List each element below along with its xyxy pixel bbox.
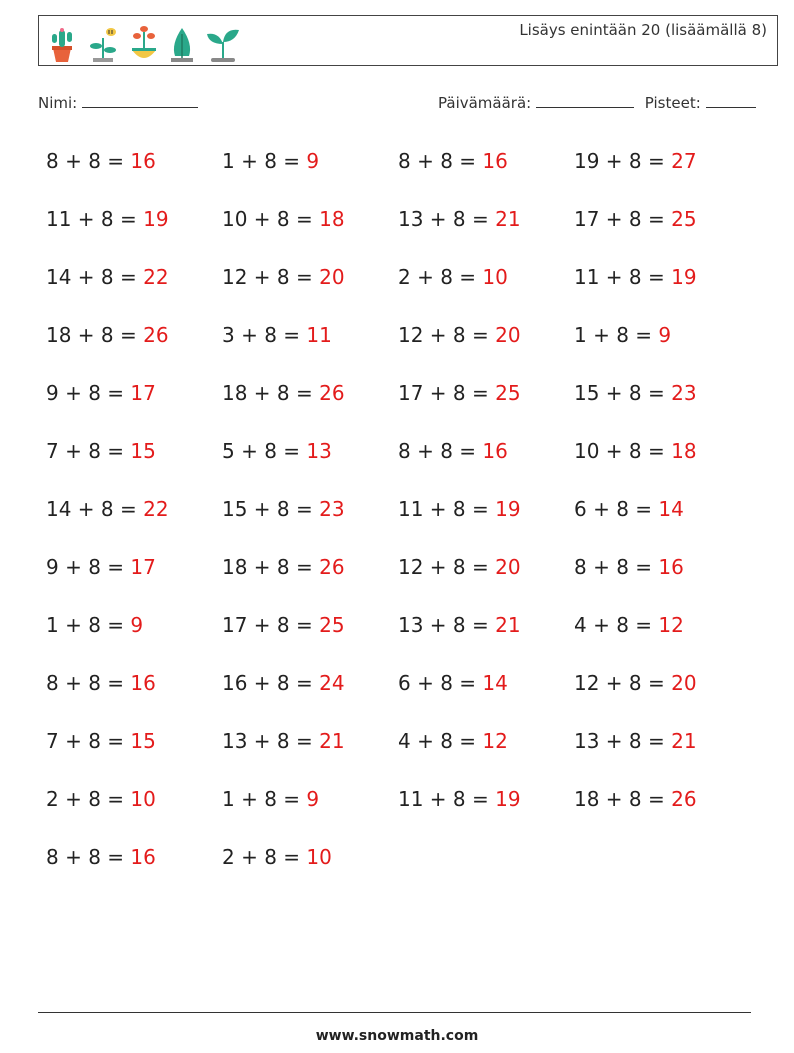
problem-item bbox=[222, 200, 398, 258]
problem-item bbox=[222, 548, 398, 606]
problem-answer: 25 bbox=[495, 381, 521, 405]
problem-question: 5 + 8 = bbox=[222, 439, 307, 463]
problem-question: 2 + 8 = bbox=[398, 265, 483, 289]
problem-question: 11 + 8 = bbox=[398, 497, 496, 521]
flower-bee-icon bbox=[85, 24, 121, 64]
problem-question: 8 + 8 = bbox=[46, 149, 131, 173]
problem-question: 15 + 8 = bbox=[222, 497, 320, 521]
problem-answer: 9 bbox=[306, 787, 320, 811]
problem-question: 8 + 8 = bbox=[398, 439, 483, 463]
name-label: Nimi: bbox=[38, 94, 78, 112]
problem-item bbox=[574, 374, 750, 432]
problem-answer: 23 bbox=[319, 497, 345, 521]
problem-answer: 16 bbox=[482, 149, 508, 173]
problem-question: 16 + 8 = bbox=[222, 671, 320, 695]
problem-answer: 16 bbox=[130, 149, 156, 173]
problem-answer: 19 bbox=[671, 265, 697, 289]
problem-answer: 21 bbox=[495, 613, 521, 637]
footer-url: www.snowmath.com bbox=[315, 1028, 479, 1044]
worksheet-title: Lisäys enintään 20 (lisäämällä 8) bbox=[519, 21, 767, 39]
problem-question: 13 + 8 = bbox=[398, 207, 496, 231]
problem-question: 1 + 8 = bbox=[222, 149, 307, 173]
problem-question: 1 + 8 = bbox=[574, 323, 659, 347]
problem-answer: 12 bbox=[658, 613, 684, 637]
sprout-icon bbox=[203, 24, 243, 64]
problem-answer: 26 bbox=[319, 381, 345, 405]
problem-question: 1 + 8 = bbox=[222, 787, 307, 811]
cactus-pot-icon bbox=[45, 24, 79, 64]
problem-item bbox=[398, 722, 574, 780]
problem-answer: 22 bbox=[143, 497, 169, 521]
problem-answer: 9 bbox=[658, 323, 672, 347]
problem-answer: 16 bbox=[482, 439, 508, 463]
problem-item bbox=[46, 200, 222, 258]
problem-answer: 21 bbox=[319, 729, 345, 753]
problem-answer: 17 bbox=[130, 381, 156, 405]
header-icons bbox=[45, 20, 243, 64]
problem-item bbox=[398, 780, 574, 838]
problem-question: 9 + 8 = bbox=[46, 555, 131, 579]
footer-divider bbox=[38, 1012, 751, 1013]
problem-answer: 25 bbox=[319, 613, 345, 637]
name-field bbox=[38, 93, 198, 112]
problem-answer: 17 bbox=[130, 555, 156, 579]
problem-item bbox=[222, 722, 398, 780]
problem-answer: 13 bbox=[306, 439, 332, 463]
problem-item bbox=[46, 780, 222, 838]
date-field bbox=[438, 93, 756, 112]
problem-answer: 19 bbox=[495, 787, 521, 811]
problem-item bbox=[46, 432, 222, 490]
problem-answer: 24 bbox=[319, 671, 345, 695]
problem-answer: 10 bbox=[306, 845, 332, 869]
problem-question: 17 + 8 = bbox=[398, 381, 496, 405]
problem-answer: 18 bbox=[319, 207, 345, 231]
problem-item bbox=[398, 606, 574, 664]
problem-answer: 27 bbox=[671, 149, 697, 173]
problem-answer: 16 bbox=[130, 671, 156, 695]
problem-item bbox=[398, 432, 574, 490]
problem-item bbox=[574, 780, 750, 838]
problem-answer: 21 bbox=[495, 207, 521, 231]
problem-item bbox=[222, 780, 398, 838]
date-line bbox=[536, 93, 634, 108]
problem-answer: 14 bbox=[482, 671, 508, 695]
problem-item bbox=[46, 722, 222, 780]
problem-question: 17 + 8 = bbox=[222, 613, 320, 637]
problem-answer: 23 bbox=[671, 381, 697, 405]
problem-item bbox=[46, 548, 222, 606]
problem-answer: 26 bbox=[671, 787, 697, 811]
problem-item bbox=[222, 374, 398, 432]
problem-item bbox=[398, 490, 574, 548]
problem-answer: 14 bbox=[658, 497, 684, 521]
problem-item bbox=[398, 200, 574, 258]
problem-answer: 22 bbox=[143, 265, 169, 289]
problem-question: 6 + 8 = bbox=[574, 497, 659, 521]
problem-item bbox=[574, 258, 750, 316]
problem-item bbox=[222, 258, 398, 316]
problem-item bbox=[222, 490, 398, 548]
problem-answer: 10 bbox=[130, 787, 156, 811]
problem-question: 2 + 8 = bbox=[46, 787, 131, 811]
problem-question: 1 + 8 = bbox=[46, 613, 131, 637]
problem-item bbox=[46, 374, 222, 432]
problem-answer: 12 bbox=[482, 729, 508, 753]
problem-item bbox=[398, 374, 574, 432]
problem-question: 4 + 8 = bbox=[398, 729, 483, 753]
problem-question: 14 + 8 = bbox=[46, 497, 144, 521]
problem-question: 11 + 8 = bbox=[574, 265, 672, 289]
problem-question: 9 + 8 = bbox=[46, 381, 131, 405]
problem-answer: 26 bbox=[319, 555, 345, 579]
problem-question: 11 + 8 = bbox=[398, 787, 496, 811]
problem-item bbox=[222, 606, 398, 664]
problem-question: 13 + 8 = bbox=[398, 613, 496, 637]
problem-question: 18 + 8 = bbox=[222, 381, 320, 405]
problem-question: 14 + 8 = bbox=[46, 265, 144, 289]
hanging-plant-icon bbox=[127, 24, 161, 64]
problem-question: 11 + 8 = bbox=[46, 207, 144, 231]
problem-grid bbox=[46, 142, 766, 896]
problem-answer: 25 bbox=[671, 207, 697, 231]
problem-question: 8 + 8 = bbox=[46, 671, 131, 695]
problem-item bbox=[398, 142, 574, 200]
problem-item bbox=[46, 490, 222, 548]
problem-question: 18 + 8 = bbox=[46, 323, 144, 347]
problem-question: 7 + 8 = bbox=[46, 439, 131, 463]
tree-icon bbox=[167, 24, 197, 64]
problem-question: 19 + 8 = bbox=[574, 149, 672, 173]
problem-question: 10 + 8 = bbox=[574, 439, 672, 463]
date-label: Päivämäärä: bbox=[438, 94, 532, 112]
problem-item bbox=[222, 432, 398, 490]
problem-answer: 9 bbox=[306, 149, 320, 173]
problem-question: 7 + 8 = bbox=[46, 729, 131, 753]
problem-question: 8 + 8 = bbox=[398, 149, 483, 173]
problem-answer: 15 bbox=[130, 439, 156, 463]
problem-answer: 15 bbox=[130, 729, 156, 753]
score-label: Pisteet: bbox=[644, 94, 701, 112]
problem-answer: 10 bbox=[482, 265, 508, 289]
problem-item bbox=[574, 200, 750, 258]
problem-item bbox=[574, 316, 750, 374]
problem-answer: 9 bbox=[130, 613, 144, 637]
problem-answer: 19 bbox=[143, 207, 169, 231]
problem-answer: 20 bbox=[495, 323, 521, 347]
header-box bbox=[38, 15, 778, 66]
problem-item bbox=[222, 664, 398, 722]
problem-answer: 11 bbox=[306, 323, 332, 347]
problem-item bbox=[574, 490, 750, 548]
problem-question: 12 + 8 = bbox=[398, 555, 496, 579]
problem-item bbox=[46, 606, 222, 664]
problem-item bbox=[222, 142, 398, 200]
problem-question: 18 + 8 = bbox=[574, 787, 672, 811]
problem-answer: 21 bbox=[671, 729, 697, 753]
problem-item bbox=[574, 432, 750, 490]
problem-answer: 16 bbox=[130, 845, 156, 869]
problem-item bbox=[574, 142, 750, 200]
problem-question: 8 + 8 = bbox=[46, 845, 131, 869]
problem-question: 12 + 8 = bbox=[222, 265, 320, 289]
problem-answer: 18 bbox=[671, 439, 697, 463]
problem-item bbox=[46, 838, 222, 896]
problem-question: 6 + 8 = bbox=[398, 671, 483, 695]
problem-item bbox=[46, 664, 222, 722]
problem-item bbox=[398, 548, 574, 606]
problem-question: 13 + 8 = bbox=[574, 729, 672, 753]
problem-question: 3 + 8 = bbox=[222, 323, 307, 347]
problem-item bbox=[398, 664, 574, 722]
problem-question: 2 + 8 = bbox=[222, 845, 307, 869]
problem-question: 10 + 8 = bbox=[222, 207, 320, 231]
problem-item bbox=[46, 258, 222, 316]
problem-question: 12 + 8 = bbox=[398, 323, 496, 347]
problem-answer: 26 bbox=[143, 323, 169, 347]
problem-question: 18 + 8 = bbox=[222, 555, 320, 579]
problem-question: 17 + 8 = bbox=[574, 207, 672, 231]
problem-item bbox=[574, 548, 750, 606]
name-line bbox=[82, 93, 198, 108]
problem-answer: 20 bbox=[319, 265, 345, 289]
problem-question: 13 + 8 = bbox=[222, 729, 320, 753]
problem-answer: 20 bbox=[671, 671, 697, 695]
problem-item bbox=[222, 316, 398, 374]
problem-item bbox=[574, 722, 750, 780]
score-line bbox=[706, 93, 756, 108]
problem-answer: 20 bbox=[495, 555, 521, 579]
problem-item bbox=[398, 316, 574, 374]
problem-question: 15 + 8 = bbox=[574, 381, 672, 405]
problem-item bbox=[574, 664, 750, 722]
problem-item bbox=[574, 606, 750, 664]
problem-item bbox=[46, 316, 222, 374]
problem-question: 8 + 8 = bbox=[574, 555, 659, 579]
problem-question: 12 + 8 = bbox=[574, 671, 672, 695]
problem-item bbox=[222, 838, 398, 896]
problem-question: 4 + 8 = bbox=[574, 613, 659, 637]
problem-item bbox=[398, 258, 574, 316]
problem-answer: 19 bbox=[495, 497, 521, 521]
problem-answer: 16 bbox=[658, 555, 684, 579]
problem-item bbox=[46, 142, 222, 200]
